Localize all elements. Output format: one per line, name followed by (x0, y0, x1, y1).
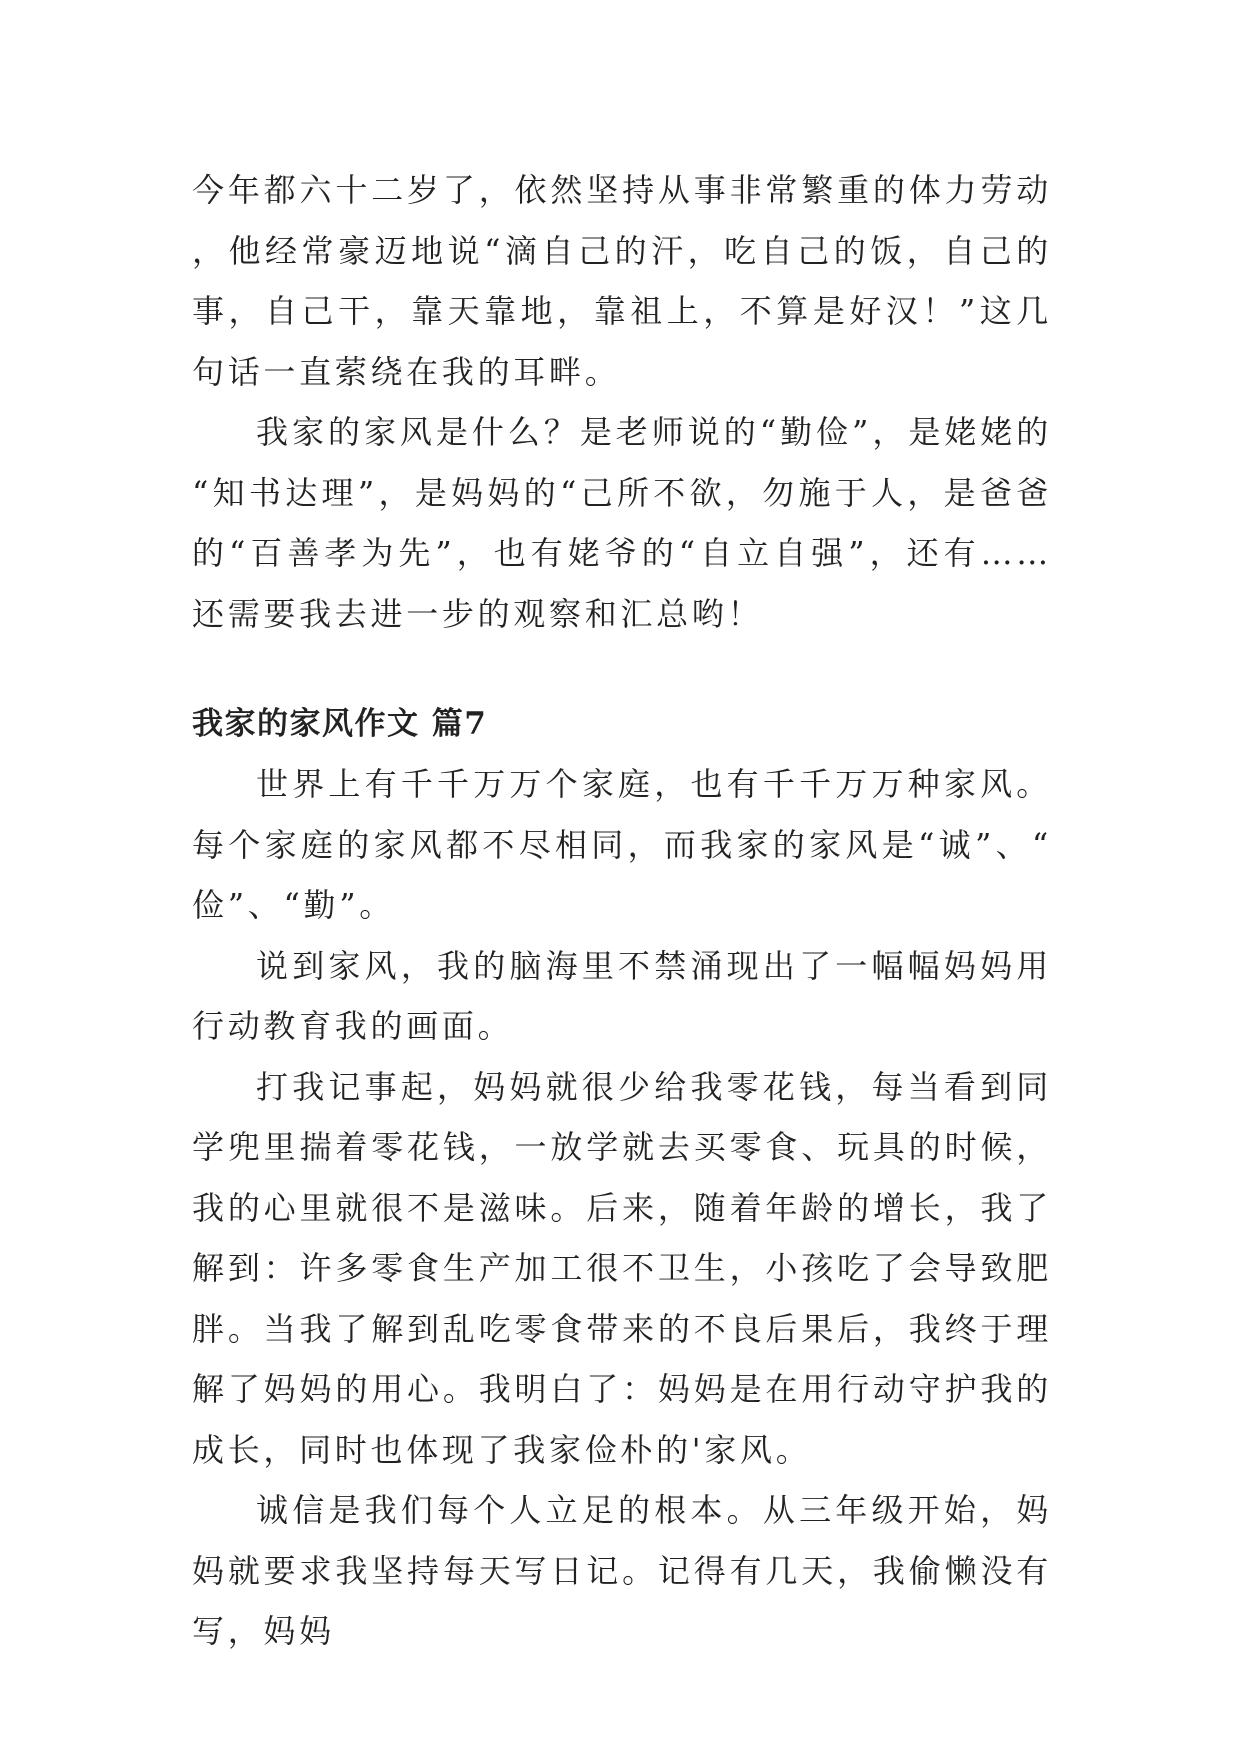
essay-heading: 我家的家风作文 篇7 (192, 706, 488, 742)
paragraph-continued: 今年都六十二岁了，依然坚持从事非常繁重的体力劳动，他经常豪迈地说“滴自己的汗，吃自己的饭，自己的事，自己干，靠天靠地，靠祖上，不算是好汉！”这几句话一直萦绕在我的耳畔。 (192, 171, 1052, 391)
paragraph-honesty: 诚信是我们每个人立足的根本。从三年级开始，妈妈就要求我坚持每天写日记。记得有几天，我偷懒没有写，妈妈 (192, 1491, 1052, 1650)
paragraph-intro: 世界上有千千万万个家庭，也有千千万万种家风。每个家庭的家风都不尽相同，而我家的家风是“诚”、“俭”、“勤”。 (192, 765, 1052, 924)
document-body (192, 160, 1052, 1662)
paragraph-family-values-summary: 我家的家风是什么？是老师说的“勤俭”，是姥姥的“知书达理”，是妈妈的“己所不欲，勿施于人，是爸爸的“百善孝为先”，也有姥爷的“自立自强”，还有……还需要我去进一步的观察和汇总哟！ (192, 413, 1052, 633)
paragraph-memory: 说到家风，我的脑海里不禁涌现出了一幅幅妈妈用行动教育我的画面。 (192, 946, 1052, 1045)
paragraph-frugality: 打我记事起，妈妈就很少给我零花钱，每当看到同学兜里揣着零花钱，一放学就去买零食、玩具的时候，我的心里就很不是滋味。后来，随着年龄的增长，我了解到：许多零食生产加工很不卫生，小孩吃了会导致肥胖。当我了解到乱吃零食带来的不良后果后，我终于理解了妈妈的用心。我明白了：妈妈是在用行动守护我的成长，同时也体现了我家俭朴的'家风。 (192, 1067, 1052, 1469)
